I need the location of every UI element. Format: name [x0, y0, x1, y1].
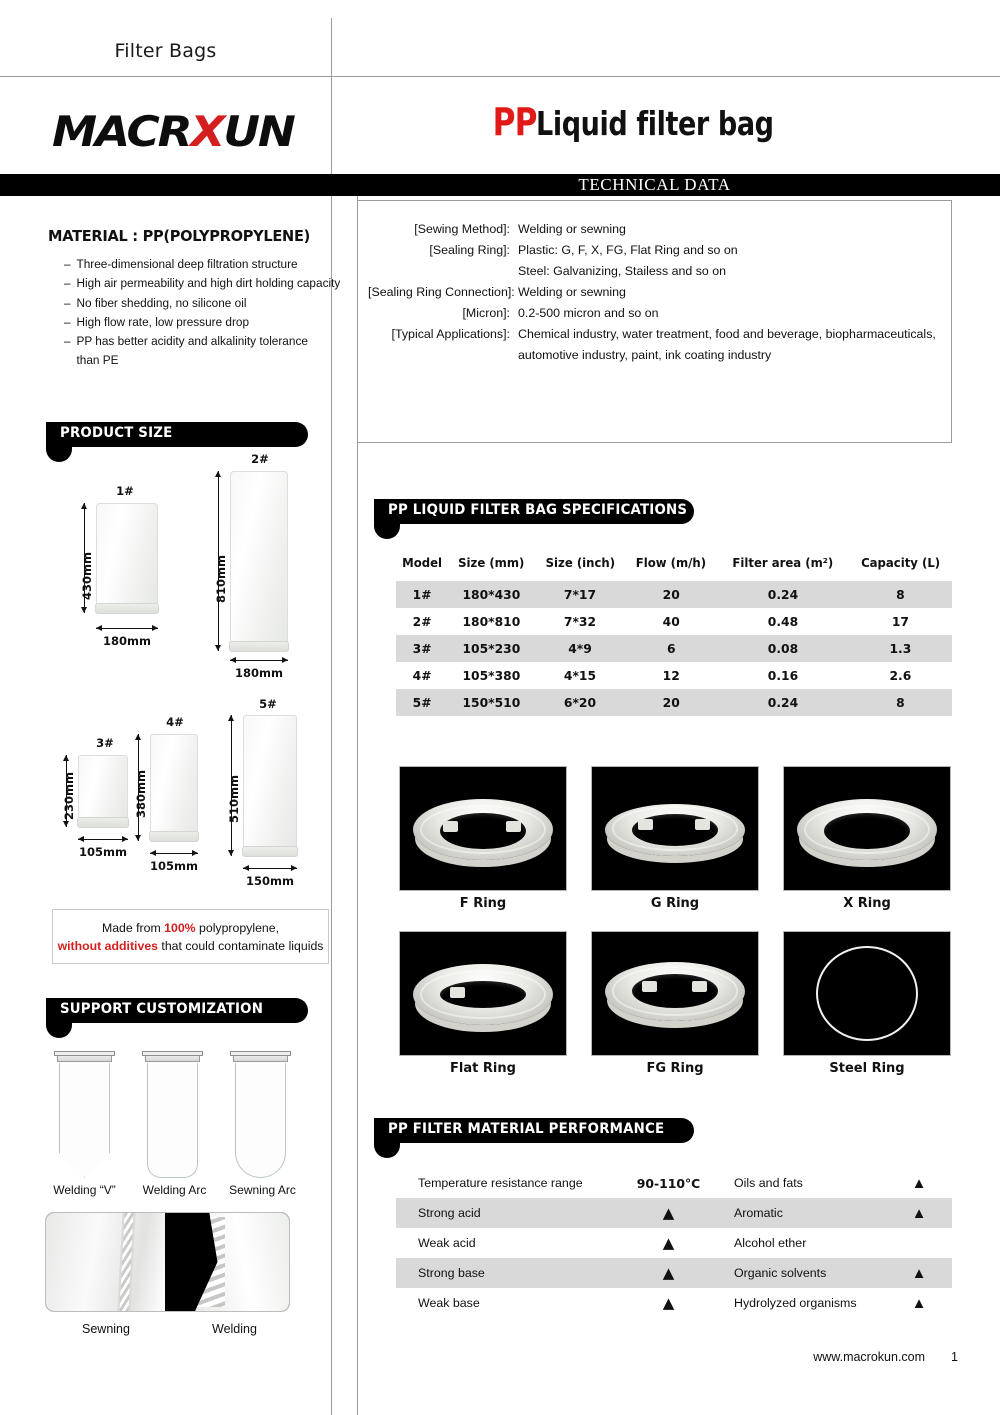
- table-column-header: Filter area (m²): [732, 556, 834, 570]
- technical-data-label: [368, 345, 518, 366]
- bag-width-dim-4: [150, 853, 198, 854]
- ring-tab-left: [642, 981, 657, 992]
- performance-left-value: 90-110°C: [636, 1175, 701, 1191]
- ring-photo-5: [783, 931, 951, 1076]
- banner-tab: [374, 1142, 400, 1158]
- bag-image-1: [96, 503, 158, 611]
- customization-shape-welding-v: [57, 1053, 112, 1178]
- performance-left-label: Strong base: [418, 1266, 485, 1280]
- bag-height-label-3: 230mm: [62, 772, 76, 820]
- performance-right-value: [886, 1168, 952, 1198]
- performance-row: [396, 1228, 952, 1258]
- table-cell: 0.24: [767, 695, 799, 710]
- bag-height-label-2: 810mm: [214, 555, 228, 603]
- table-column-header: Flow (m/h): [636, 556, 707, 570]
- ring-photo-frame-3: [399, 931, 567, 1056]
- material-bullet-text: No fiber shedding, no silicone oil: [76, 295, 247, 310]
- section-banner-support-customization: [46, 998, 308, 1023]
- sewn-seam-fabric: [46, 1213, 165, 1311]
- table-cell: 7*32: [563, 614, 597, 629]
- banner-tab: [374, 523, 400, 539]
- rating-triangle-icon: ▲: [911, 1264, 927, 1282]
- performance-left-label: Strong acid: [418, 1206, 481, 1220]
- performance-row: [396, 1198, 952, 1228]
- ring-lip: [804, 805, 930, 854]
- material-bullet-list: [64, 255, 339, 371]
- ring-caption-4: FG Ring: [646, 1061, 704, 1076]
- ring-photo-1: [591, 766, 759, 911]
- technical-data-label: [Typical Applications]:: [391, 327, 510, 341]
- table-cell: 105*380: [462, 668, 521, 683]
- performance-right-label: Oils and fats: [734, 1176, 803, 1190]
- table-body: [396, 581, 952, 716]
- technical-data-row: [368, 345, 943, 366]
- technical-data-value: Plastic: G, F, X, FG, Flat Ring and so on: [518, 243, 738, 257]
- made-from-percent: 100%: [164, 920, 196, 935]
- performance-left-value: [611, 1288, 726, 1318]
- technical-data-value: 0.2-500 micron and so on: [518, 306, 659, 320]
- ring-lip: [612, 806, 738, 850]
- page-title-pp: PP: [492, 100, 537, 144]
- ring-photo-4: [591, 931, 759, 1076]
- table-row: [396, 689, 952, 716]
- ring-caption-2: X Ring: [843, 896, 891, 911]
- made-from-no-additives: without additives: [57, 938, 158, 953]
- footer: [813, 1350, 958, 1364]
- made-from-line1-c: polypropylene,: [195, 920, 280, 935]
- bag-width-dim-2: [230, 660, 288, 661]
- table-cell: 0.08: [767, 641, 799, 656]
- ring-tab-right: [506, 821, 521, 832]
- table-cell: 2.6: [889, 668, 912, 683]
- stitch-line: [117, 1212, 136, 1312]
- ring-photo-frame-4: [591, 931, 759, 1056]
- bag-body-arc-bottom: [147, 1063, 198, 1178]
- table-column-header: Model: [402, 556, 443, 570]
- table-cell: 4#: [412, 668, 432, 683]
- table-row: [396, 581, 952, 608]
- page-title-rest: Liquid filter bag: [536, 104, 775, 143]
- material-bullet: – PP has better acidity and alkalinity tolerance: [64, 334, 308, 349]
- bag-width-label-1: 180mm: [103, 634, 151, 648]
- section-banner-product-size: [46, 422, 308, 447]
- table-cell: 4*15: [563, 668, 597, 683]
- ring-caption-3: Flat Ring: [450, 1061, 516, 1076]
- table-cell: 6*20: [563, 695, 597, 710]
- logo-text-pre: MACR: [52, 107, 191, 156]
- footer-website: www.macrokun.com: [813, 1350, 926, 1364]
- material-bullet: – High air permeability and high dirt holding capacity: [64, 276, 341, 291]
- table-cell: 8: [896, 587, 905, 602]
- performance-right-value: [886, 1288, 952, 1318]
- technical-data-bar-label: TECHNICAL DATA: [578, 175, 731, 194]
- seam-photo-label-welding: Welding: [212, 1322, 257, 1336]
- table-cell: 1.3: [889, 641, 912, 656]
- made-from-line2: [58, 937, 324, 955]
- table-cell: 2#: [412, 614, 432, 629]
- rating-triangle-icon: ▲: [662, 1203, 675, 1222]
- material-bullet-text: PP has better acidity and alkalinity tolerance: [76, 334, 308, 349]
- bag-label-5: 5#: [259, 697, 277, 711]
- ring-tab-left: [443, 821, 458, 832]
- performance-row: [396, 1258, 952, 1288]
- ring-photo-frame-0: [399, 766, 567, 891]
- ring-photo-0: [399, 766, 567, 911]
- performance-left-value: [611, 1258, 726, 1288]
- ring-tab-left: [638, 819, 653, 830]
- ring-tab-right: [695, 819, 710, 830]
- technical-data-label: [Sealing Ring]:: [429, 243, 510, 257]
- bag-height-label-1: 430mm: [80, 552, 94, 600]
- header-divider-rule: [0, 76, 1000, 77]
- page-column-divider: [331, 18, 332, 1415]
- technical-data-row: [368, 219, 943, 240]
- performance-left-label: Weak acid: [418, 1236, 476, 1250]
- company-logo: [52, 107, 294, 156]
- rating-triangle-icon: ▲: [911, 1204, 927, 1222]
- bag-width-label-4: 105mm: [150, 859, 198, 873]
- bag-label-2: 2#: [251, 452, 269, 466]
- banner-tab: [46, 446, 72, 462]
- bag-collar: [57, 1053, 112, 1062]
- performance-right-label: Organic solvents: [734, 1266, 827, 1280]
- table-cell: 1#: [412, 587, 432, 602]
- rating-triangle-icon: ▲: [911, 1174, 927, 1192]
- specifications-table: [396, 550, 952, 716]
- technical-data-value: automotive industry, paint, ink coating industry: [518, 348, 772, 362]
- bag-body-round-bottom: [235, 1063, 286, 1178]
- technical-data-row: [368, 240, 943, 261]
- ring-photo-2: [783, 766, 951, 911]
- material-bullet: – Three-dimensional deep filtration structure: [64, 257, 298, 271]
- performance-right-label: Aromatic: [734, 1206, 783, 1220]
- ring-lip: [420, 970, 546, 1019]
- material-performance-table: [396, 1168, 952, 1318]
- rating-triangle-icon: ▲: [662, 1233, 675, 1252]
- ring-lip: [612, 966, 738, 1015]
- material-bullet: – High flow rate, low pressure drop: [64, 314, 250, 329]
- performance-row: [396, 1168, 952, 1198]
- bag-image-3: [78, 755, 128, 825]
- banner-tab: [46, 1022, 72, 1038]
- bag-width-label-5: 150mm: [246, 874, 294, 888]
- technical-data-list: [368, 219, 943, 366]
- table-cell: 12: [662, 668, 680, 683]
- performance-right-value: [886, 1198, 952, 1228]
- table-cell: 105*230: [462, 641, 521, 656]
- bag-width-dim-5: [243, 868, 297, 869]
- weld-chevron-pattern: [193, 1217, 225, 1307]
- table-cell: 20: [662, 695, 680, 710]
- ring-photo-frame-1: [591, 766, 759, 891]
- technical-data-label: [Micron]:: [462, 306, 510, 320]
- ring-photo-frame-2: [783, 766, 951, 891]
- logo-text-x: X: [190, 107, 224, 156]
- table-cell: 8: [896, 695, 905, 710]
- table-cell: 6: [666, 641, 676, 656]
- customization-shape-welding-arc: [145, 1053, 200, 1178]
- section-banner-specifications-label: PP LIQUID FILTER BAG SPECIFICATIONS: [388, 502, 688, 518]
- bag-label-3: 3#: [96, 736, 114, 750]
- rating-triangle-icon: ▲: [662, 1293, 675, 1312]
- technical-data-label: [Sealing Ring Connection]:: [368, 285, 515, 299]
- section-banner-material-performance: [374, 1118, 694, 1143]
- bag-width-label-3: 105mm: [79, 845, 127, 859]
- performance-right-label: Hydrolyzed organisms: [734, 1296, 857, 1310]
- performance-table-body: [396, 1168, 952, 1318]
- performance-row: [396, 1288, 952, 1318]
- bag-image-4: [150, 734, 198, 839]
- performance-left-label: Temperature resistance range: [418, 1176, 583, 1190]
- customization-label-1: Welding Arc: [142, 1183, 207, 1197]
- technical-data-row: [368, 324, 943, 345]
- table-cell: 7*17: [563, 587, 597, 602]
- bag-image-5: [243, 715, 297, 854]
- table-column-header: Size (mm): [458, 556, 525, 570]
- technical-data-bar: [0, 174, 1000, 196]
- ring-photo-3: [399, 931, 567, 1076]
- technical-data-label: [Sewing Method]:: [414, 222, 510, 236]
- section-banner-product-size-label: PRODUCT SIZE: [60, 425, 173, 441]
- logo-text-post: UN: [223, 107, 294, 156]
- table-cell: 180*810: [462, 614, 521, 629]
- table-cell: 3#: [412, 641, 432, 656]
- material-bullet-text: High flow rate, low pressure drop: [76, 314, 250, 329]
- made-from-line1-a: Made from: [101, 920, 165, 935]
- material-bullet: – No fiber shedding, no silicone oil: [64, 295, 247, 310]
- bag-collar: [145, 1053, 200, 1062]
- technical-data-row: [368, 303, 943, 324]
- seam-comparison-photo: [45, 1212, 290, 1312]
- rating-triangle-icon: ▲: [911, 1294, 927, 1312]
- table-cell: 0.24: [767, 587, 799, 602]
- bag-height-label-4: 380mm: [134, 770, 148, 818]
- footer-page-number: 1: [951, 1350, 958, 1364]
- bag-body-v-bottom: [59, 1063, 110, 1178]
- performance-right-label: Alcohol ether: [734, 1236, 807, 1250]
- table-cell: 0.48: [767, 614, 799, 629]
- performance-left-value: [611, 1198, 726, 1228]
- page-title: [357, 100, 952, 144]
- bag-image-2: [230, 471, 288, 649]
- material-bullet-continuation: than PE: [76, 353, 119, 368]
- seam-photo-label-sewning: Sewning: [82, 1322, 130, 1336]
- bag-width-label-2: 180mm: [235, 666, 283, 680]
- ring-tab-right: [692, 981, 707, 992]
- steel-ring-wire: [816, 946, 919, 1042]
- ring-tab-left: [450, 987, 465, 998]
- ring-caption-1: G Ring: [650, 896, 700, 911]
- technical-data-value: Welding or sewning: [518, 222, 626, 236]
- material-heading: MATERIAL : PP(POLYPROPYLENE): [48, 227, 311, 245]
- welded-seam-fabric: [187, 1213, 289, 1311]
- breadcrumb: Filter Bags: [114, 40, 217, 62]
- ring-caption-0: F Ring: [459, 896, 507, 911]
- table-cell: 40: [662, 614, 680, 629]
- customization-label-2: Sewning Arc: [229, 1183, 296, 1197]
- made-from-line1: [102, 919, 279, 937]
- table-cell: 20: [662, 587, 680, 602]
- made-from-callout: [52, 909, 329, 964]
- table-column-header: Capacity (L): [860, 556, 940, 570]
- performance-left-label: Weak base: [418, 1296, 480, 1310]
- table-row: [396, 608, 952, 635]
- material-bullet-text: Three-dimensional deep filtration structure: [76, 257, 298, 271]
- technical-data-value: Welding or sewning: [518, 285, 626, 299]
- rating-triangle-icon: ▲: [662, 1263, 675, 1282]
- ring-caption-5: Steel Ring: [829, 1061, 905, 1076]
- table-cell: 150*510: [462, 695, 521, 710]
- section-banner-material-performance-label: PP FILTER MATERIAL PERFORMANCE: [388, 1121, 665, 1137]
- ring-lip: [420, 805, 546, 854]
- performance-right-value: [886, 1228, 952, 1258]
- bag-width-dim-1: [96, 628, 158, 629]
- table-row: [396, 635, 952, 662]
- customization-label-0: Welding “V”: [53, 1183, 116, 1197]
- technical-data-row: [368, 282, 943, 303]
- technical-data-value: Steel: Galvanizing, Stailess and so on: [518, 264, 727, 278]
- table-cell: 17: [891, 614, 909, 629]
- table-cell: 4*9: [568, 641, 592, 656]
- bag-height-label-5: 510mm: [227, 775, 241, 823]
- technical-data-row: [368, 261, 943, 282]
- table-cell: 180*430: [462, 587, 521, 602]
- section-banner-support-customization-label: SUPPORT CUSTOMIZATION: [60, 1001, 264, 1017]
- material-bullet-text: High air permeability and high dirt holding capacity: [76, 276, 341, 291]
- bag-label-4: 4#: [166, 715, 184, 729]
- bag-collar: [233, 1053, 288, 1062]
- table-header-row: [396, 550, 952, 581]
- bag-label-1: 1#: [116, 484, 134, 498]
- performance-left-value: [611, 1228, 726, 1258]
- bag-width-dim-3: [78, 839, 128, 840]
- ring-photo-frame-5: [783, 931, 951, 1056]
- section-banner-specifications: [374, 499, 694, 524]
- technical-data-label: [368, 261, 518, 282]
- made-from-line2-b: that could contaminate liquids: [158, 938, 324, 953]
- table-row: [396, 662, 952, 689]
- table-cell: 5#: [412, 695, 432, 710]
- technical-data-value: Chemical industry, water treatment, food and beverage, biopharmaceuticals,: [518, 327, 936, 341]
- performance-right-value: [886, 1258, 952, 1288]
- table-column-header: Size (inch): [545, 556, 615, 570]
- table-cell: 0.16: [767, 668, 799, 683]
- customization-shape-sewning-arc: [233, 1053, 288, 1178]
